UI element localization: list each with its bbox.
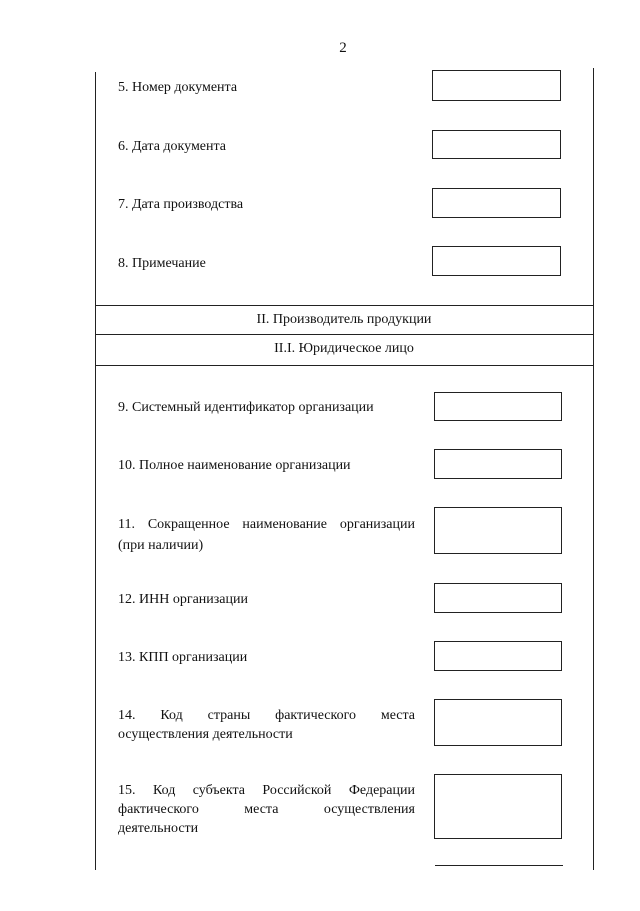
page-number: 2 bbox=[339, 40, 347, 56]
label-line: 15. Код субъекта Российской Федерации bbox=[118, 783, 415, 798]
label-line: осуществления деятельности bbox=[118, 727, 293, 742]
label-line: деятельности bbox=[118, 821, 199, 836]
field-box-document-date bbox=[432, 130, 561, 159]
section-title: II. Производитель продукции bbox=[256, 312, 432, 327]
field-label-org-inn: 12. ИНН организации bbox=[118, 592, 248, 607]
field-label-org-short-name bbox=[118, 514, 415, 556]
frame-left-border bbox=[95, 72, 96, 870]
field-label-region-code bbox=[118, 781, 415, 838]
field-label-production-date: 7. Дата производства bbox=[118, 197, 244, 212]
field-box-org-inn bbox=[434, 583, 562, 613]
field-box-org-system-id bbox=[434, 392, 562, 421]
label-line: 11. Сокращенное наименование организации bbox=[118, 517, 415, 532]
field-box-org-full-name bbox=[434, 449, 562, 479]
field-label-org-kpp: 13. КПП организации bbox=[118, 650, 248, 665]
field-box-country-code bbox=[434, 699, 562, 746]
field-label-country-code bbox=[118, 706, 415, 744]
section-divider-top bbox=[95, 305, 593, 306]
field-box-document-number bbox=[432, 70, 561, 101]
next-field-box-edge bbox=[435, 865, 563, 866]
field-box-org-short-name bbox=[434, 507, 562, 554]
section-subtitle: II.I. Юридическое лицо bbox=[274, 341, 414, 356]
section-divider-middle bbox=[95, 334, 593, 335]
field-box-region-code bbox=[434, 774, 562, 839]
section-divider-bottom bbox=[95, 365, 593, 366]
label-line: (при наличии) bbox=[118, 538, 204, 553]
field-label-document-date: 6. Дата документа bbox=[118, 139, 227, 154]
label-line: фактического места осуществления bbox=[118, 802, 415, 817]
field-box-note bbox=[432, 246, 561, 276]
field-label-document-number: 5. Номер документа bbox=[118, 80, 238, 95]
frame-right-border bbox=[593, 68, 594, 870]
field-box-org-kpp bbox=[434, 641, 562, 671]
field-box-production-date bbox=[432, 188, 561, 218]
field-label-note: 8. Примечание bbox=[118, 256, 206, 271]
field-label-org-system-id: 9. Системный идентификатор организации bbox=[118, 400, 374, 415]
field-label-org-full-name: 10. Полное наименование организации bbox=[118, 458, 351, 473]
label-line: 14. Код страны фактического места bbox=[118, 708, 415, 723]
